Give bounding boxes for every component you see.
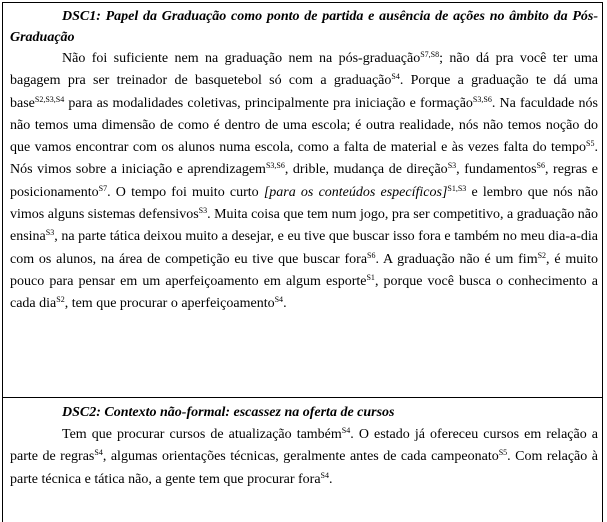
citation-superscript: S2 bbox=[537, 250, 547, 260]
text-run: . Com relação à parte técnica e tática não, a gente tem que procurar fora bbox=[10, 449, 598, 487]
citation-superscript: S2,S3,S4 bbox=[34, 94, 65, 104]
text-run: . bbox=[329, 471, 333, 487]
dsc2-cell bbox=[3, 398, 602, 491]
text-run: . bbox=[283, 296, 287, 312]
document-table bbox=[2, 2, 603, 522]
text-run: . O estado já ofereceu cursos em relação a parte de regras bbox=[10, 427, 599, 465]
citation-superscript: S1 bbox=[366, 272, 375, 282]
text-run: . O tempo foi muito curto bbox=[107, 184, 264, 200]
citation-superscript: S5 bbox=[498, 448, 508, 458]
citation-superscript: S4 bbox=[274, 295, 284, 305]
text-run: ; não dá pra você ter uma bagagem pra ser treinador de basquetebol só com a graduação bbox=[10, 51, 598, 89]
text-run: , porque você busca o conhecimento a cada dia bbox=[10, 273, 598, 312]
italic-note: [para os conteúdos específicos] bbox=[263, 184, 448, 200]
citation-superscript: S4 bbox=[320, 470, 329, 480]
citation-superscript: S2 bbox=[56, 295, 65, 305]
citation-superscript: S7 bbox=[98, 183, 108, 193]
dsc1-paragraph bbox=[10, 48, 598, 316]
dsc1-title: DSC1: Papel da Graduação como ponto de partida e ausência de ações no âmbito da Pós-Graduação bbox=[10, 9, 598, 45]
citation-superscript: S4 bbox=[391, 72, 400, 82]
text-run: Não foi suficiente nem na graduação nem na pós-graduação bbox=[62, 51, 421, 66]
citation-superscript: S6 bbox=[367, 250, 376, 260]
citation-superscript: S3 bbox=[447, 161, 457, 171]
text-run: . Na faculdade nós não temos uma dimensão de como é dentro de uma escola; é outra realidade, nós não temos noção do que vamos encontrar com os alunos numa escola, como a falta de material e às vezes falta do tempo bbox=[10, 95, 598, 156]
text-run: , drible, mudança de direção bbox=[284, 162, 448, 178]
text-run: . Porque a graduação te dá uma base bbox=[10, 73, 598, 111]
dsc2-title: DSC2: Contexto não-formal: escassez na oferta de cursos bbox=[62, 405, 395, 420]
text-run: , algumas orientações técnicas, geralmente antes de cada campeonato bbox=[102, 449, 499, 465]
text-run: . Muita coisa que tem num jogo, pra ser competitivo, a graduação não ensina bbox=[10, 207, 598, 245]
citation-superscript: S3 bbox=[45, 228, 55, 238]
text-run: para as modalidades coletivas, principalmente pra iniciação e formação bbox=[64, 95, 473, 111]
text-run: , fundamentos bbox=[456, 162, 537, 178]
citation-superscript: S4 bbox=[94, 448, 103, 458]
citation-superscript: S1,S3 bbox=[447, 183, 467, 193]
citation-superscript: S7,S8 bbox=[420, 50, 440, 59]
citation-superscript: S3,S6 bbox=[472, 94, 492, 104]
citation-superscript: S6 bbox=[536, 161, 545, 171]
text-run: , na parte tática deixou muito a desejar, e eu tive que buscar isso fora e também no meu dia-a-dia com os alunos, na área de competição eu tive que buscar fora bbox=[10, 229, 598, 267]
text-run: , é muito pouco para pensar em um aperfeiçoamento em algum esporte bbox=[10, 251, 599, 289]
citation-superscript: S5 bbox=[586, 139, 595, 149]
dsc1-cell bbox=[3, 3, 602, 398]
citation-superscript: S3 bbox=[198, 206, 208, 216]
text-run: , tem que procurar o aperfeiçoamento bbox=[64, 296, 275, 312]
dsc2-paragraph bbox=[10, 424, 598, 491]
text-run: . A graduação não é um fim bbox=[375, 251, 538, 267]
citation-superscript: S4 bbox=[341, 426, 351, 435]
text-run: , regras e posicionamento bbox=[10, 162, 599, 200]
text-run: Tem que procurar cursos de atualização também bbox=[62, 427, 342, 442]
citation-superscript: S3,S6 bbox=[265, 161, 285, 171]
text-run: e lembro que nós não vimos alguns sistemas defensivos bbox=[10, 184, 599, 223]
text-run: . Nós vimos sobre a iniciação e aprendizagem bbox=[10, 140, 598, 178]
